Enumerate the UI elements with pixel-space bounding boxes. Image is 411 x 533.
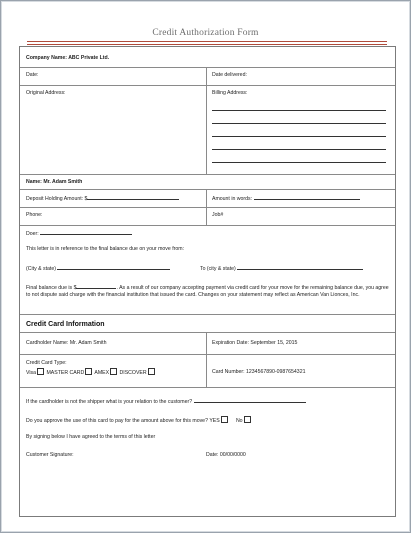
amount-words-input-line[interactable] [254,195,360,200]
amex-checkbox[interactable] [110,368,117,375]
final-balance-paragraph: Final balance due is $ . As a result of our company accepting payment via credit card for your move for the remaining balance due, you agree to not dispute said charge with the financial institution that issued the card. Changes on your statement may reflect as American Van Lionces, Inc. [26,285,389,298]
column-divider [206,189,207,225]
final-balance-text: As a result of our company accepting payment via credit card for your move for the remaining balance due, you agree to not dispute said charge with the financial institution that issued the card. Changes on your statement may reflect as American Van Lionces, Inc. [26,285,389,298]
billing-address-lines [212,100,386,163]
yes-label: YES [209,418,220,424]
divider [20,174,395,175]
to-row [200,265,363,273]
billing-address-label: Billing Address: [212,90,248,96]
company-row [26,55,109,62]
divider [20,387,395,388]
divider [20,67,395,68]
mastercard-checkbox[interactable] [85,368,92,375]
billing-line [212,150,386,163]
name-value: Mr. Adam Smith [43,179,83,185]
final-balance-label: Final balance due is $ [26,285,77,291]
column-divider [206,67,207,174]
to-city-input-line[interactable] [237,265,363,270]
card-number-value: 1234567890-0987654321 [246,369,306,375]
deposit-label: Deposit Holding Amount: $ [26,196,88,202]
amount-words-row [212,195,360,203]
card-type-label: Credit Card Type: [26,360,67,366]
deposit-row [26,195,179,203]
divider [20,332,395,333]
to-city-label: To (city & state) [200,266,236,272]
final-balance-input-line[interactable] [76,284,116,289]
reference-text: This letter is in reference to the final balance due on your move from: [26,246,185,252]
name-label: Name: [26,179,42,185]
discover-checkbox[interactable] [148,368,155,375]
no-checkbox[interactable] [244,416,251,423]
billing-line [212,124,386,137]
phone-label: Phone: [26,212,43,218]
deposit-input-line[interactable] [87,195,179,200]
title-rule-top [27,41,387,42]
job-label: Job# [212,212,224,218]
divider [20,85,395,86]
company-value: ABC Private Ltd. [68,55,110,61]
cardholder-row [26,340,106,347]
original-address-label: Original Address: [26,90,66,96]
sign-date-value: 00/00/0000 [219,452,246,458]
divider [20,225,395,226]
column-divider [206,332,207,387]
approve-question-row [26,416,252,425]
card-number-row [212,369,305,376]
card-number-label: Card Number: [212,369,245,375]
shipper-question: If the cardholder is not the shipper what is your relation to the customer? [26,399,193,405]
shipper-question-row [26,398,306,406]
expiration-value: September 15, 2015 [250,340,298,346]
divider [20,207,395,208]
agree-text: By signing below I have agreed to the terms of this letter [26,434,156,440]
shipper-relation-input-line[interactable] [194,398,306,403]
yes-checkbox[interactable] [221,416,228,423]
from-city-label: (City & state) [26,266,56,272]
visa-checkbox[interactable] [37,368,44,375]
from-city-input-line[interactable] [57,265,170,270]
date-delivered-label: Date delivered: [212,72,247,78]
divider [20,189,395,190]
from-row [26,265,170,273]
billing-line [212,137,386,150]
no-label: No [235,418,243,424]
cc-section-title: Credit Card Information [26,321,105,328]
form-table [19,46,396,517]
title-rule-bottom [27,44,387,45]
card-type-options [26,368,156,377]
billing-line [212,111,386,124]
date-label: Date: [26,72,39,78]
card-type-visa-label: Visa [26,370,36,376]
card-type-mastercard-label: MASTER CARD [46,370,85,376]
company-label: Company Name: [26,55,67,61]
divider [20,354,395,355]
cardholder-value: Mr. Adam Smith [69,340,107,346]
sign-date-label: Date: [206,452,219,458]
expiration-label: Expiration Date: [212,340,249,346]
name-row [26,179,82,186]
card-type-discover-label: DISCOVER [119,370,147,376]
card-type-amex-label: AMEX [94,370,110,376]
doer-row [26,230,132,238]
doer-input-line[interactable] [40,230,132,235]
billing-line [212,100,386,111]
form-title: Credit Authorization Form [152,28,259,38]
doer-label: Doer: [26,231,39,237]
sign-date-row [206,452,246,459]
expiration-row [212,340,297,347]
signature-label: Customer Signature: [26,452,74,458]
divider [20,314,395,315]
approve-question: Do you approve the use of this card to pay for the amount above for this move? [26,418,208,424]
cardholder-label: Cardholder Name: [26,340,69,346]
amount-words-label: Amount in words: [212,196,253,202]
